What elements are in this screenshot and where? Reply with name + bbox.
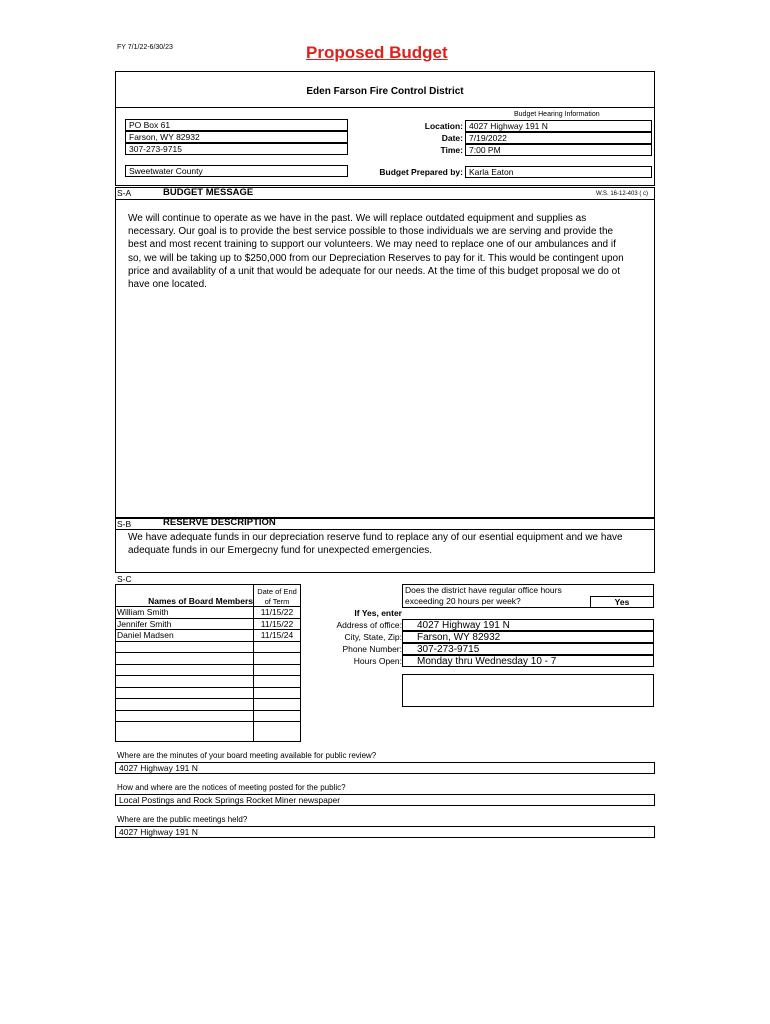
reserve-line: adequate funds in our Emergecny fund for unexpected emergencies. (128, 545, 433, 557)
board-member-term[interactable]: 11/15/22 (260, 607, 294, 617)
divider (115, 107, 655, 108)
hours-label: Hours Open: (353, 656, 402, 666)
public-question-notices: How and where are the notices of meeting posted for the public? (117, 783, 346, 792)
budget-message-line: have one located. (128, 279, 207, 291)
time-label: Time: (440, 145, 463, 155)
hearing-heading: Budget Hearing Information (514, 111, 600, 118)
budget-message-line: necessary. Our goal is to provide the best service possible to those individuals we are serving and provide the (128, 226, 614, 238)
table-row (115, 664, 301, 676)
board-member-term[interactable]: 11/15/24 (260, 630, 294, 640)
address-label: Address of office: (336, 620, 402, 630)
public-answer-minutes[interactable]: 4027 Highway 191 N (115, 762, 655, 774)
office-question-1: Does the district have regular office hours (405, 585, 562, 595)
budget-message-line: so, we will be taking up to $250,000 from our Depreciation Reserves to pay for it. This would be contingent upon (128, 252, 624, 264)
date-label: Date: (441, 133, 463, 143)
table-row (115, 618, 301, 630)
city-label: City, State, Zip: (344, 632, 402, 642)
reserve-heading: RESERVE DESCRIPTION (163, 517, 276, 528)
office-question-2: exceeding 20 hours per week? (405, 596, 521, 606)
public-question-meetings: Where are the public meetings held? (117, 815, 248, 824)
district-name: Eden Farson Fire Control District (306, 86, 464, 97)
table-row (115, 652, 301, 664)
board-member-term[interactable]: 11/15/22 (260, 618, 294, 629)
hearing-location[interactable]: 4027 Highway 191 N (465, 120, 652, 132)
table-row (115, 687, 301, 699)
board-member-name[interactable]: William Smith (117, 607, 169, 617)
budget-message-line: price and availablity of a unit that would be adequate for our needs. At the time of this budget proposal we do ot (128, 265, 620, 277)
budget-message-text (128, 212, 648, 291)
prepared-by-label: Budget Prepared by: (379, 167, 463, 177)
section-code-sa: S-A (117, 188, 132, 198)
budget-message-line: We will continue to operate as we have in the past. We will replace outdated equipment and supplies as (128, 213, 587, 224)
table-row (115, 710, 301, 722)
table-row (115, 675, 301, 687)
page-title: Proposed Budget (306, 43, 448, 62)
budget-message-heading: BUDGET MESSAGE (163, 187, 254, 198)
table-row (115, 606, 301, 618)
hearing-time[interactable]: 7:00 PM (465, 144, 652, 156)
table-row (115, 641, 301, 653)
county: Sweetwater County (125, 165, 348, 177)
section-code-sc: S-C (117, 574, 132, 584)
table-row (115, 721, 301, 733)
phone-label: Phone Number: (342, 644, 402, 654)
term-header-2: of Term (264, 597, 290, 606)
prepared-by[interactable]: Karla Eaton (465, 166, 652, 178)
fiscal-year: FY 7/1/22-6/30/23 (117, 44, 173, 51)
office-hours[interactable]: Monday thru Wednesday 10 - 7 (402, 655, 654, 667)
table-row (115, 629, 301, 641)
public-question-minutes: Where are the minutes of your board meeting available for public review? (117, 751, 377, 760)
contact-line-1: PO Box 61 (125, 119, 348, 131)
board-names-header: Names of Board Members (148, 596, 253, 606)
reserve-line: We have adequate funds in our depreciation reserve fund to replace any of our esential equipment and we have (128, 532, 623, 543)
term-header-1: Date of End (257, 587, 297, 596)
board-member-name[interactable]: Jennifer Smith (117, 618, 172, 629)
office-address[interactable]: 4027 Highway 191 N (402, 619, 654, 631)
statute-reference: W.S. 16-12-403 ( c) (596, 191, 649, 197)
office-hours-answer[interactable]: Yes (590, 596, 654, 608)
contact-line-3: 307-273-9715 (125, 143, 348, 155)
board-member-name[interactable]: Daniel Madsen (117, 630, 174, 640)
section-code-sb: S-B (117, 519, 132, 529)
reserve-text (128, 531, 648, 557)
office-city[interactable]: Farson, WY 82932 (402, 631, 654, 643)
public-answer-meetings[interactable]: 4027 Highway 191 N (115, 826, 655, 838)
divider (115, 529, 655, 530)
table-row (115, 698, 301, 710)
divider (115, 199, 655, 200)
public-answer-notices[interactable]: Local Postings and Rock Springs Rocket Miner newspaper (115, 794, 655, 806)
office-notes-box[interactable] (402, 674, 654, 707)
contact-line-2: Farson, WY 82932 (125, 131, 348, 143)
if-yes-label: If Yes, enter (354, 608, 402, 618)
budget-message-line: best and most recent training to support our volunteers. We may need to replace one of our ambulances and if (128, 239, 616, 251)
hearing-date[interactable]: 7/19/2022 (465, 132, 652, 144)
location-label: Location: (424, 121, 463, 131)
office-phone[interactable]: 307-273-9715 (402, 643, 654, 655)
